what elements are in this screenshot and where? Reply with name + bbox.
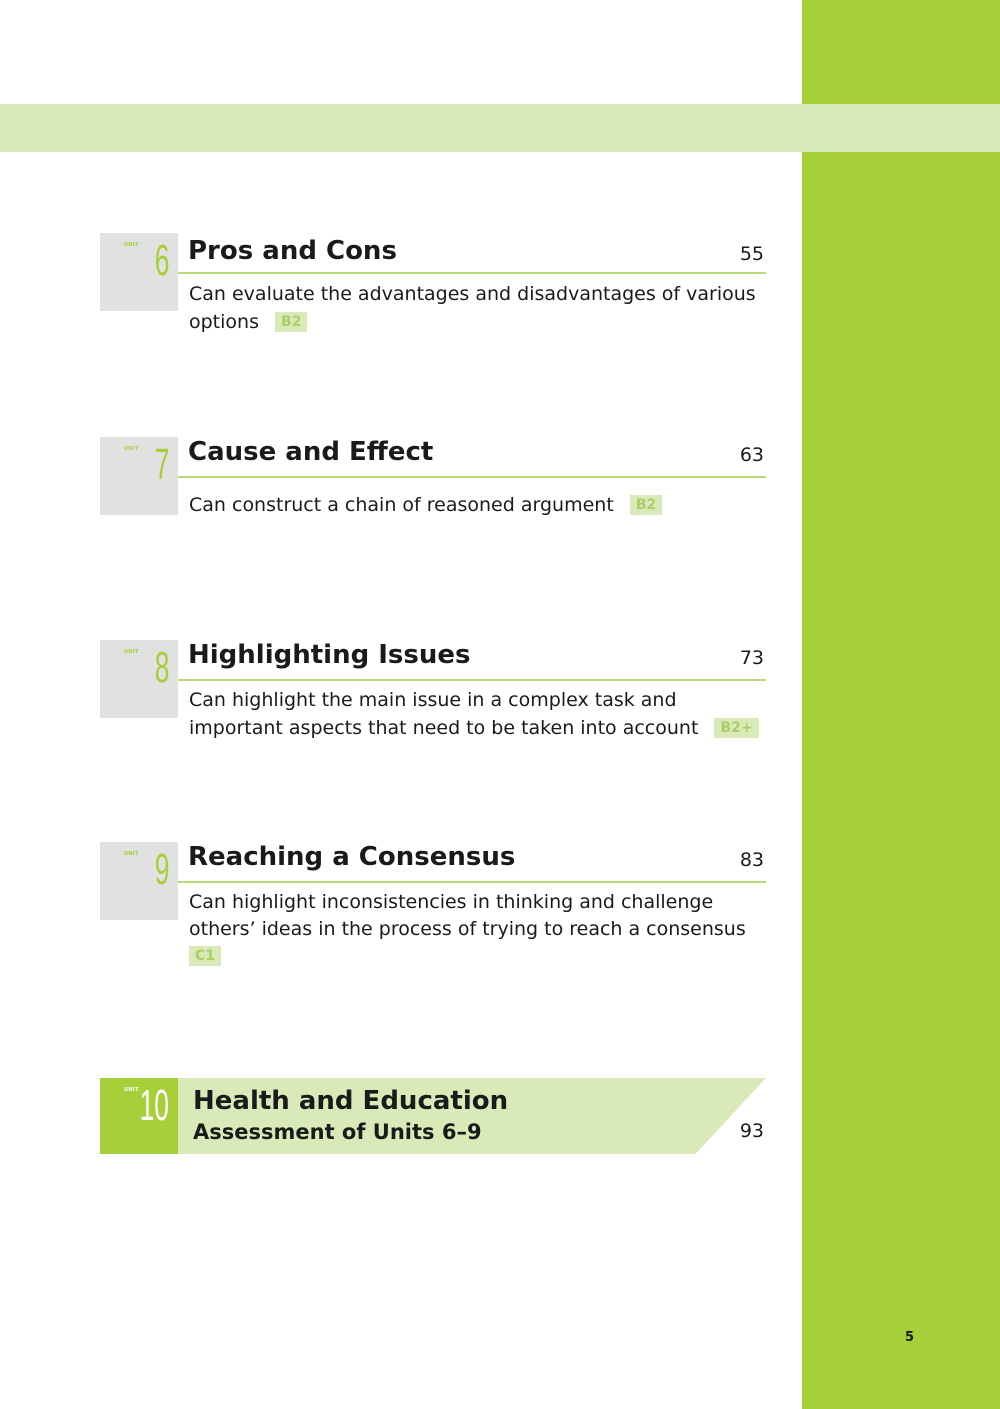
unit-tab [100, 233, 178, 311]
unit-description [189, 491, 769, 519]
unit-number: 7 [154, 440, 169, 489]
top-header-band [0, 104, 1000, 152]
right-side-bar [802, 0, 1000, 1409]
unit-word: UNIT [124, 446, 139, 452]
unit-word: UNIT [124, 1087, 139, 1093]
unit-tab [100, 437, 178, 515]
unit-number: 8 [154, 643, 169, 692]
level-badge: B2 [275, 312, 307, 332]
unit-title[interactable]: Pros and Cons [188, 236, 397, 266]
unit-number: 10 [139, 1081, 169, 1130]
page-number: 5 [905, 1330, 915, 1345]
unit-entry-8[interactable] [100, 640, 766, 750]
unit-entry-6[interactable] [100, 233, 766, 343]
unit-title[interactable]: Cause and Effect [188, 437, 434, 467]
unit-description [189, 686, 769, 742]
title-rule [178, 272, 766, 274]
unit-tab [100, 1078, 178, 1154]
title-rule [178, 881, 766, 883]
unit-word: UNIT [124, 851, 139, 857]
unit-entry-9[interactable] [100, 842, 766, 972]
unit-title[interactable]: Health and Education [193, 1086, 509, 1116]
unit-number: 6 [154, 236, 169, 285]
unit-page-number: 83 [739, 849, 764, 871]
unit-word: UNIT [124, 649, 139, 655]
unit-word: UNIT [124, 242, 139, 248]
unit-number: 9 [154, 845, 169, 894]
assessment-subtitle: Assessment of Units 6–9 [193, 1120, 482, 1144]
unit-page-number: 93 [739, 1120, 764, 1142]
level-badge: C1 [189, 946, 221, 966]
level-badge: B2+ [714, 718, 758, 738]
title-rule [178, 476, 766, 478]
unit-tab [100, 640, 178, 718]
unit-entry-7[interactable] [100, 437, 766, 527]
unit-description-text: Can evaluate the advantages and disadvantages of various options [189, 283, 756, 333]
level-badge: B2 [630, 495, 662, 515]
unit-description [189, 889, 769, 970]
unit-title[interactable]: Reaching a Consensus [188, 842, 516, 872]
unit-description [189, 280, 769, 336]
unit-page-number: 73 [739, 647, 764, 669]
unit-tab [100, 842, 178, 920]
unit-description-text: Can highlight the main issue in a complex task and important aspects that need to be taken into account [189, 689, 699, 739]
title-rule [178, 679, 766, 681]
unit-title[interactable]: Highlighting Issues [188, 640, 471, 670]
unit-page-number: 63 [739, 444, 764, 466]
unit-entry-10-assessment[interactable] [100, 1078, 766, 1154]
unit-page-number: 55 [739, 243, 764, 265]
unit-description-text: Can construct a chain of reasoned argument [189, 494, 614, 516]
unit-description-text: Can highlight inconsistencies in thinking and challenge others’ ideas in the process of trying to reach a consensus [189, 891, 746, 940]
